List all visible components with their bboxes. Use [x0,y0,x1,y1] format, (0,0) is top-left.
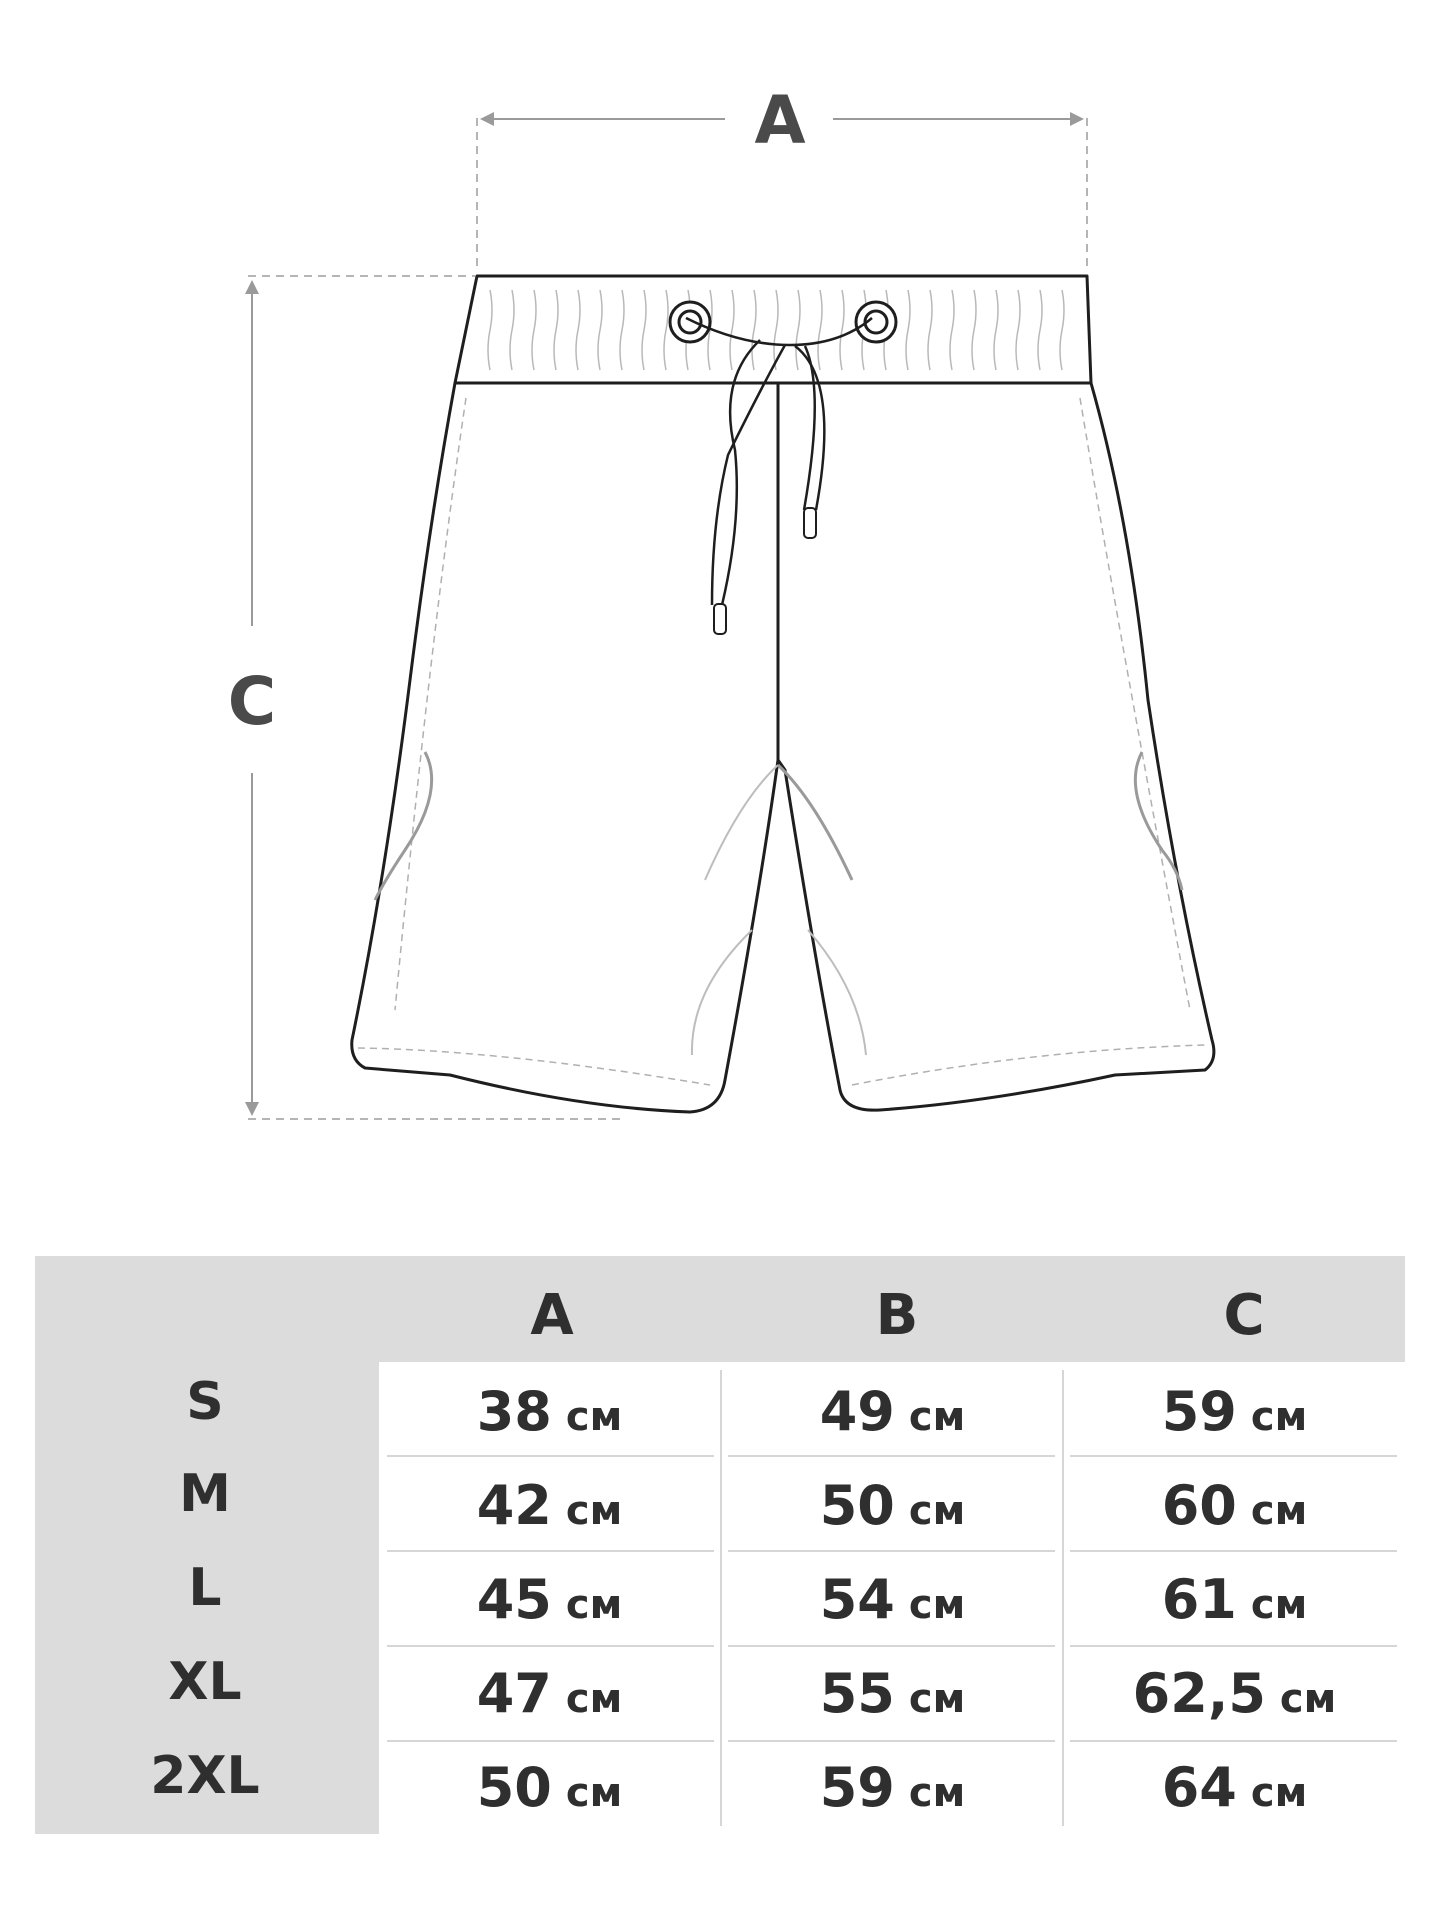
dimension-a [477,82,1087,272]
size-chart-table [35,1256,1405,1834]
dimension-label-c: C [227,663,277,740]
table-cell: 49 см [819,1380,966,1443]
size-label: L [188,1558,222,1618]
table-cell: 54 см [819,1568,966,1631]
dimension-label-a: A [754,82,806,159]
column-header-b: B [875,1283,919,1348]
shorts-body [352,383,1214,1112]
size-label: XL [168,1652,242,1712]
shorts-illustration [352,276,1214,1112]
table-cell: 55 см [819,1662,966,1725]
table-cell: 64 см [1161,1756,1308,1819]
table-body [379,1362,1405,1834]
table-cell: 50 см [819,1474,966,1537]
column-header-c: C [1223,1283,1265,1348]
table-cell: 42 см [476,1474,623,1537]
size-label: S [186,1372,224,1432]
size-label: M [179,1464,231,1524]
table-cell: 62,5 см [1132,1662,1337,1725]
table-cell: 47 см [476,1662,623,1725]
table-cell: 50 см [476,1756,623,1819]
table-cell: 45 см [476,1568,623,1631]
table-cell: 59 см [1161,1380,1308,1443]
size-label: 2XL [150,1746,260,1806]
table-cell: 61 см [1161,1568,1308,1631]
table-cell: 60 см [1161,1474,1308,1537]
table-cell: 38 см [476,1380,623,1443]
column-header-a: A [530,1283,574,1348]
table-cell: 59 см [819,1756,966,1819]
